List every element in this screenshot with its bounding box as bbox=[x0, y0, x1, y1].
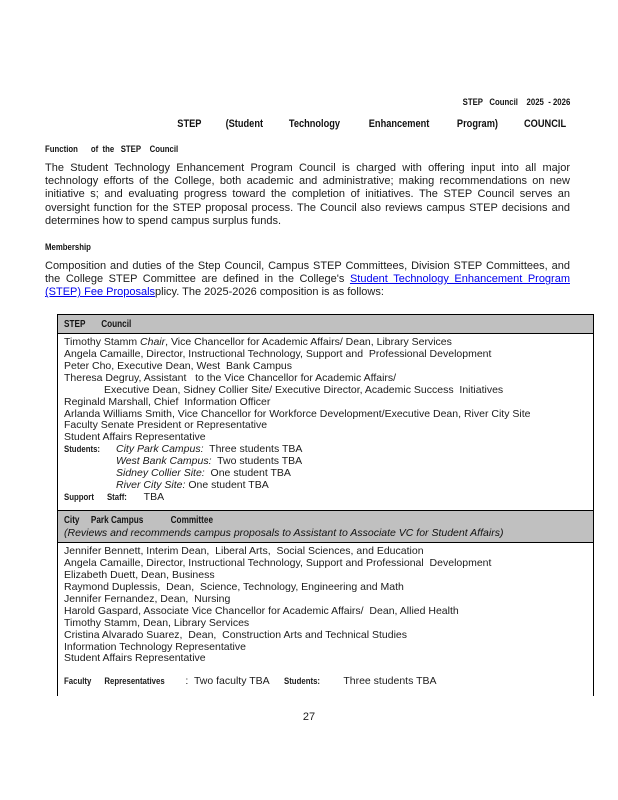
function-body: The Student Technology Enhancement Program Council is charged with offering input into all major technology efforts of the College, both academic and administrative; making recommendations on new initiative s; and evaluating progress toward the completion of initiatives. The STEP Council serves an oversight function for the STEP proposal process. The Council also reviews campus STEP decisions and determines how to spend campus surplus funds. bbox=[45, 162, 570, 227]
table-row-segment: Raymond Duplessis, Dean, Science, Technology, Engineering and Math bbox=[64, 581, 404, 594]
page-number: 27 bbox=[302, 711, 316, 724]
table-row-segment: Executive Dean, Sidney Collier Site/ Executive Director, Academic Success Initiatives bbox=[104, 383, 504, 396]
table-row-segment: West Bank Campus: bbox=[116, 455, 212, 468]
table-section-city-park-campus bbox=[58, 510, 593, 696]
table-row-segment: Support Staff: bbox=[64, 491, 127, 502]
table-row-segment: Cristina Alvarado Suarez, Dean, Construction Arts and Technical Studies bbox=[64, 628, 407, 641]
table-row-segment: Angela Camaille, Director, Instructional Technology, Support and Professional Development bbox=[64, 557, 492, 570]
table-row-segment: River City Site: bbox=[116, 479, 186, 491]
document-title bbox=[175, 118, 570, 130]
table-row-segment: Elizabeth Duett, Dean, Business bbox=[64, 569, 215, 582]
doc-reference-text: STEP Council 2025 - 2026 bbox=[462, 97, 570, 108]
membership-intro-pre: Composition and duties of the Step Council, Campus STEP Committees, Division STEP Committees, and the College STEP Committee are defined in the College's bbox=[45, 260, 570, 286]
title-word: Program) bbox=[456, 118, 499, 130]
table-row-segment: Jennifer Bennett, Interim Dean, Liberal Arts, Social Sciences, and Education bbox=[64, 545, 424, 558]
membership-intro-post: plicy. The 2025-2026 composition is as follows: bbox=[155, 286, 384, 299]
doc-reference bbox=[0, 97, 570, 108]
title-word: STEP bbox=[177, 118, 202, 130]
table-row bbox=[64, 653, 587, 665]
title-word: (Student bbox=[225, 118, 263, 130]
table-row-segment: TBA bbox=[138, 490, 165, 503]
table-section-step-council bbox=[58, 315, 593, 510]
table-row-segment: , Vice Chancellor for Academic Affairs/ Dean, Library Services bbox=[165, 336, 452, 349]
table-row-segment: Two students TBA bbox=[211, 455, 303, 468]
table-row-segment: Timothy Stamm bbox=[64, 336, 141, 349]
table-row-segment: Timothy Stamm, Dean, Library Services bbox=[64, 616, 250, 629]
table-row-segment: One student TBA bbox=[204, 467, 291, 480]
table-row-segment: Student Affairs Representative bbox=[64, 652, 206, 665]
table-section-header bbox=[58, 315, 593, 335]
table-row-segment: Students: bbox=[283, 676, 320, 687]
table-rows bbox=[58, 543, 593, 696]
table-row-segment: Harold Gaspard, Associate Vice Chancellor for Academic Affairs/ Dean, Allied Health bbox=[64, 604, 459, 617]
table-row-segment: Angela Camaille, Director, Instructional Technology, Support and Professional Development bbox=[64, 348, 492, 361]
table-section-header bbox=[58, 510, 593, 544]
membership-table bbox=[57, 314, 594, 697]
title-word: Enhancement bbox=[368, 118, 430, 130]
table-row bbox=[64, 676, 587, 688]
table-row-segment: : Two faculty TBA bbox=[182, 675, 284, 688]
title-word: COUNCIL bbox=[523, 118, 566, 130]
table-row bbox=[64, 492, 587, 504]
title-word: Technology bbox=[289, 118, 341, 130]
table-row-segment: Students: bbox=[64, 444, 101, 455]
table-row-segment: Information Technology Representative bbox=[64, 640, 246, 653]
table-row-segment: City Park Campus: bbox=[116, 443, 204, 456]
table-row-segment: Theresa Degruy, Assistant to the Vice Chancellor for Academic Affairs/ bbox=[64, 371, 397, 384]
table-row-segment: One student TBA bbox=[185, 479, 269, 491]
table-section-subheader: (Reviews and recommends campus proposals to Assistant to Associate VC for Student Affairs) bbox=[64, 527, 504, 540]
table-row-segment: Faculty Representatives bbox=[64, 676, 165, 687]
table-row-segment: Sidney Collier Site: bbox=[116, 467, 205, 480]
membership-intro bbox=[45, 260, 570, 300]
table-row-segment: Chair bbox=[140, 336, 166, 349]
table-section-header-text: STEP Council bbox=[64, 318, 132, 330]
table-section-header-text: City Park Campus Committee bbox=[64, 514, 214, 526]
step-fee-proposals-link[interactable]: Student Technology Enhancement Program (STEP) Fee Proposals bbox=[45, 273, 570, 299]
table-row-segment: Jennifer Fernandez, Dean, Nursing bbox=[64, 592, 231, 605]
table-row-segment: Reginald Marshall, Chief Information Officer bbox=[64, 395, 271, 408]
table-row-segment: Three students TBA bbox=[203, 443, 303, 456]
function-heading bbox=[45, 144, 618, 155]
membership-heading-text: Membership bbox=[45, 242, 91, 254]
table-row-segment: Arlanda Williams Smith, Vice Chancellor for Workforce Development/Executive Dean, River City Site bbox=[64, 407, 531, 420]
table-row-segment: Peter Cho, Executive Dean, West Bank Campus bbox=[64, 359, 292, 372]
table-row-segment: Three students TBA bbox=[326, 675, 437, 688]
table-row-segment: Student Affairs Representative bbox=[64, 431, 206, 444]
table-row-segment: Faculty Senate President or Representative bbox=[64, 419, 268, 432]
function-heading-text: Function of the STEP Council bbox=[45, 144, 179, 155]
table-rows bbox=[58, 334, 593, 510]
membership-heading bbox=[45, 242, 618, 253]
